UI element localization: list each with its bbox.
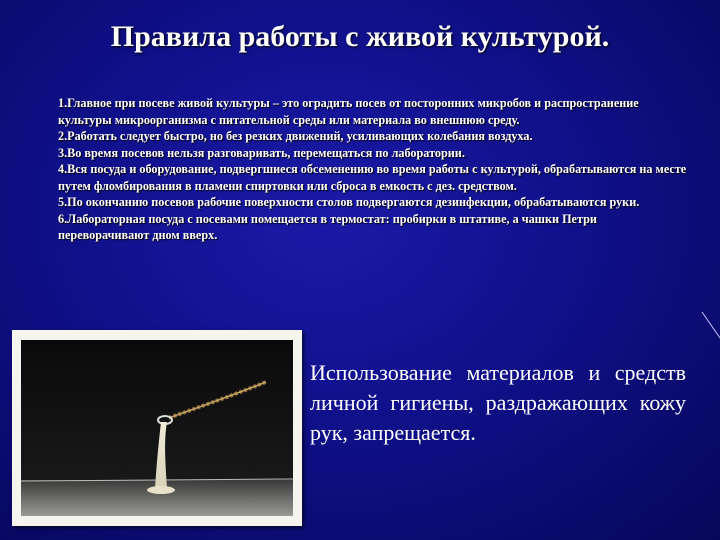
rule-item: 1.Главное при посеве живой культуры – это оградить посев от посторонних микробов и распространение культуры микроорганизма с питательной среды или материала во внешнюю среду. xyxy=(58,96,639,127)
inoculation-loop-image xyxy=(21,340,293,516)
rule-item: 4.Вся посуда и оборудование, подвергшиеся обсеменению во время работы с культурой, обрабатываются на месте путем фломбирования в пламени спиртовки или сброса в емкость с дез. средством. xyxy=(58,162,687,193)
rule-item: 5.По окончанию посевов рабочие поверхности столов подвергаются дезинфекции, обрабатываются руки. xyxy=(58,195,640,209)
rule-item: 6.Лабораторная посуда с посевами помещается в термостат: пробирки в штативе, а чашки Петри переворачивают дном вверх. xyxy=(58,211,597,242)
rule-item: 2.Работать следует быстро, но без резких движений, усиливающих колебания воздуха. xyxy=(58,129,533,143)
rule-item: 3.Во время посевов нельзя разговаривать, перемещаться по лаборатории. xyxy=(58,145,465,160)
lab-photo xyxy=(12,330,302,526)
decorative-line xyxy=(700,310,720,350)
warning-text: Использование материалов и средств личной гигиены, раздражающих кожу рук, запрещается. xyxy=(310,360,686,445)
rules-list xyxy=(58,95,688,244)
slide-title: Правила работы с живой культурой. xyxy=(110,20,610,53)
